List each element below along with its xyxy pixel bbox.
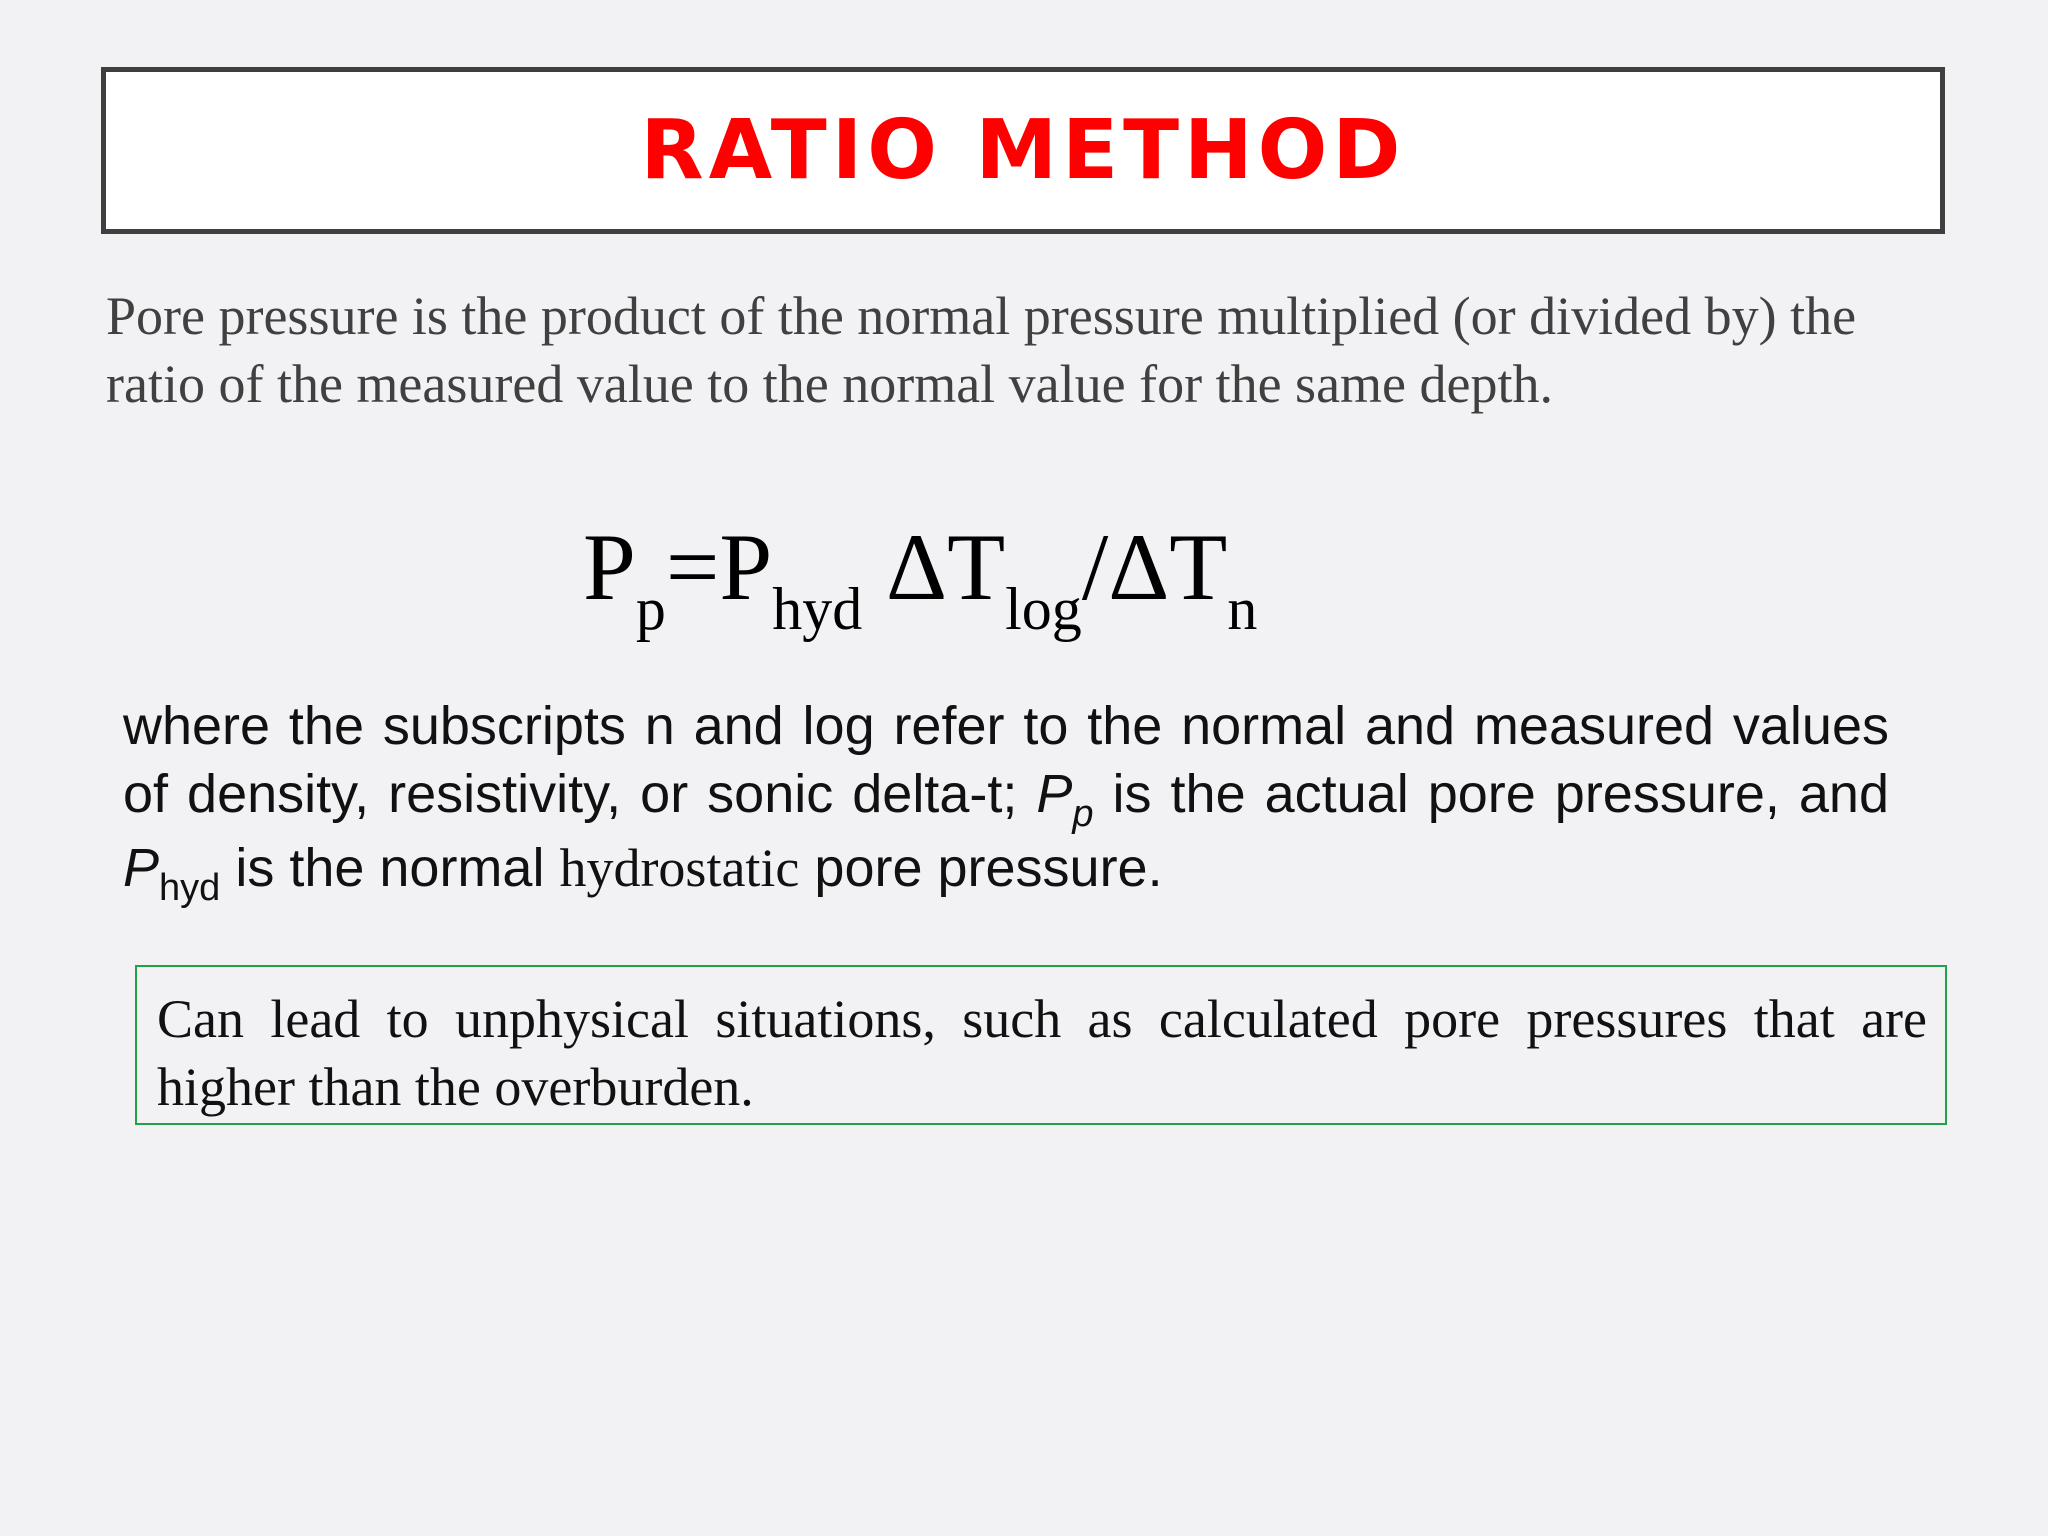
formula-equals-phyd: =P bbox=[665, 514, 773, 620]
formula-divide-delta-t: /ΔT bbox=[1081, 514, 1228, 620]
slide-title: RATIO METHOD bbox=[640, 102, 1406, 198]
var-phyd: P bbox=[123, 838, 160, 898]
formula-delta-t-log: ΔT bbox=[886, 514, 1006, 620]
ratio-formula bbox=[583, 514, 1258, 642]
where-text-1: where the subscripts n and log refer to the normal and measured values of density, resistivity, or sonic delta-t; bbox=[123, 696, 1889, 824]
where-paragraph bbox=[123, 692, 1889, 908]
var-p: P bbox=[1036, 764, 1073, 824]
intro-paragraph: Pore pressure is the product of the normal pressure multiplied (or divided by) the ratio of the measured value to the normal value for the same depth. bbox=[106, 286, 1857, 414]
formula-pp: P bbox=[583, 514, 636, 620]
formula-sub-hyd: hyd bbox=[772, 576, 863, 642]
where-text-4: pore pressure. bbox=[799, 838, 1163, 898]
formula-sub-p: p bbox=[635, 576, 666, 642]
note-text: Can lead to unphysical situations, such as calculated pore pressures that are higher than the overburden. bbox=[157, 989, 1927, 1117]
formula-sub-log: log bbox=[1005, 576, 1082, 642]
formula-sub-n: n bbox=[1227, 576, 1258, 642]
hydrostatic-word: hydrostatic bbox=[559, 838, 800, 898]
where-text-3: is the normal bbox=[220, 838, 560, 898]
where-text-2: is the actual pore pressure, and bbox=[1093, 764, 1889, 824]
note-box bbox=[135, 965, 1947, 1125]
var-p-sub: p bbox=[1072, 793, 1094, 835]
var-phyd-sub: hyd bbox=[159, 867, 221, 909]
title-box bbox=[101, 67, 1945, 234]
